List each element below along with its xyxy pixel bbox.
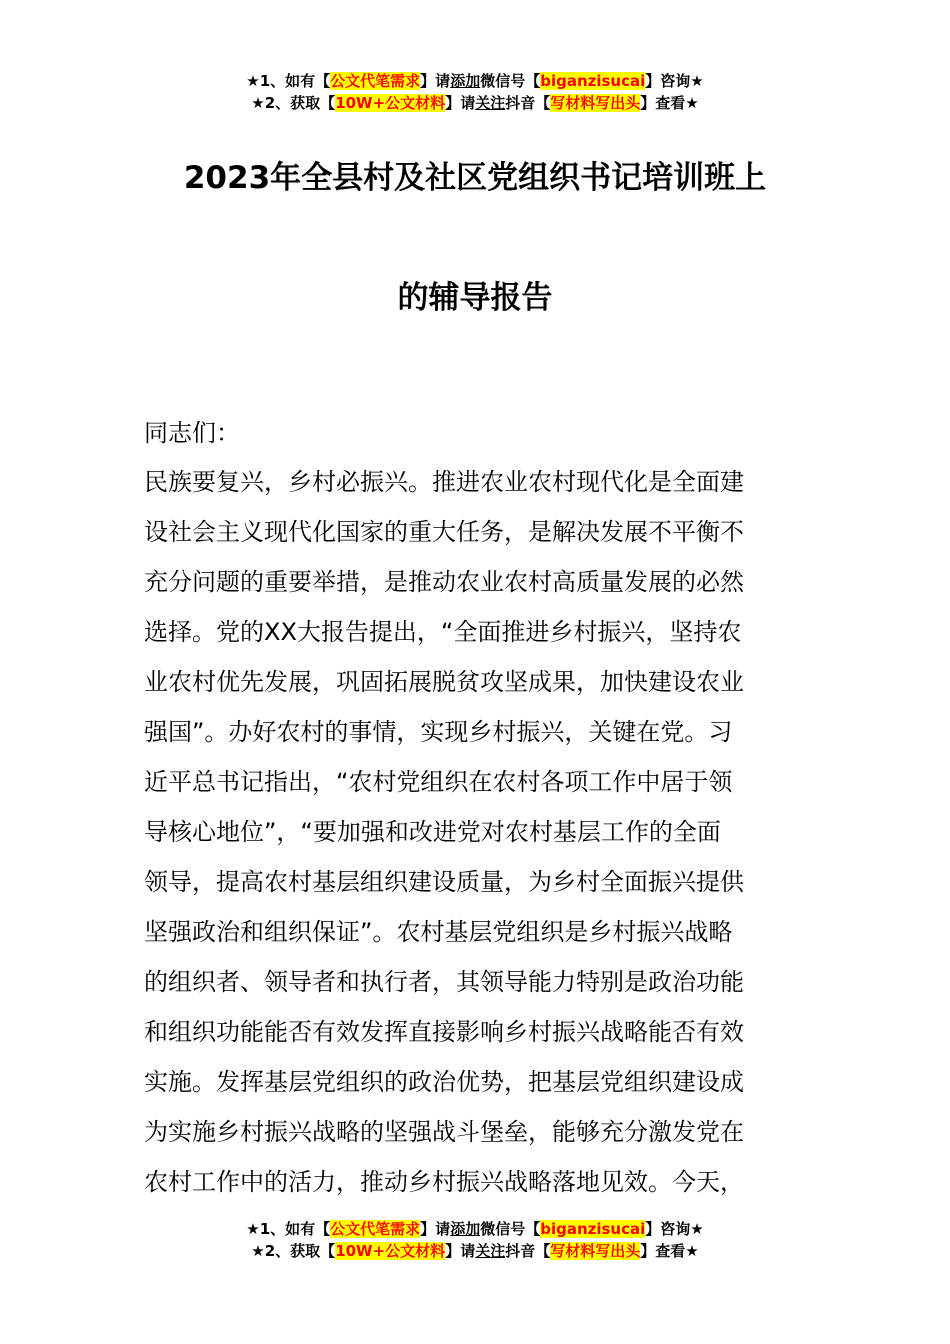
banner-underline: 关注 [475,1242,506,1260]
body-line: 民族要复兴，乡村必振兴。推进农业农村现代化是全面建 [144,468,744,496]
banner-text: 】查看★ [640,1242,699,1260]
banner-underline: 添加 [450,72,481,90]
banner-underline: 添加 [450,1220,481,1238]
banner-text: 微信号【 [480,72,541,90]
body-line: 为实施乡村振兴战略的坚强战斗堡垒，能够充分激发党在 [144,1118,744,1146]
banner-text: 】请 [445,1242,476,1260]
body-line: 坚强政治和组织保证”。农村基层党组织是乡村振兴战略 [144,918,733,946]
banner-highlight: 写材料写出头 [550,94,641,112]
banner-highlight: 10W+公文材料 [335,94,446,112]
banner-text: 】咨询★ [645,1220,704,1238]
banner-highlight: 写材料写出头 [550,1242,641,1260]
banner-highlight: 公文代笔需求 [330,72,421,90]
banner-text: 抖音【 [505,94,551,112]
salutation: 同志们： [144,419,240,447]
banner-text: ★1、如有【 [246,1220,331,1238]
document-body [144,465,814,1215]
banner-text: 】查看★ [640,94,699,112]
footer-banner [0,1218,950,1262]
banner-line-2 [0,92,950,114]
banner-text: ★2、获取【 [251,1242,336,1260]
banner-text: 】咨询★ [645,72,704,90]
banner-highlight: 公文代笔需求 [330,1220,421,1238]
body-line: 的组织者、领导者和执行者，其领导能力特别是政治功能 [144,968,744,996]
banner-underline: 关注 [475,94,506,112]
body-line: 充分问题的重要举措，是推动农业农村高质量发展的必然 [144,568,744,596]
body-line: 和组织功能能否有效发挥直接影响乡村振兴战略能否有效 [144,1018,744,1046]
banner-text: 微信号【 [480,1220,541,1238]
header-banner [0,70,950,114]
banner-text: 】请 [420,72,451,90]
body-line: 领导，提高农村基层组织建设质量，为乡村全面振兴提供 [144,868,744,896]
body-line: 近平总书记指出，“农村党组织在农村各项工作中居于领 [144,768,733,796]
body-line: 业农村优先发展，巩固拓展脱贫攻坚成果，加快建设农业 [144,668,744,696]
body-line: 选择。党的XX大报告提出，“全面推进乡村振兴，坚持农 [144,618,742,646]
banner-highlight: biganzisucai [540,1220,646,1238]
body-line: 导核心地位”，“要加强和改进党对农村基层工作的全面 [144,818,721,846]
body-line: 设社会主义现代化国家的重大任务，是解决发展不平衡不 [144,518,744,546]
banner-text: 抖音【 [505,1242,551,1260]
body-line: 实施。发挥基层党组织的政治优势，把基层党组织建设成 [144,1068,744,1096]
banner-line-1 [0,1218,950,1240]
document-title-line-2: 的辅导报告 [397,280,553,316]
banner-text: 】请 [445,94,476,112]
banner-line-2 [0,1240,950,1262]
banner-text: 】请 [420,1220,451,1238]
banner-text: ★1、如有【 [246,72,331,90]
banner-line-1 [0,70,950,92]
document-title-line-1: 2023年全县村及社区党组织书记培训班上 [183,160,767,196]
body-line: 强国”。办好农村的事情，实现乡村振兴，关键在党。习 [144,718,733,746]
body-line: 农村工作中的活力，推动乡村振兴战略落地见效。今天， [144,1168,744,1196]
banner-text: ★2、获取【 [251,94,336,112]
banner-highlight: biganzisucai [540,72,646,90]
banner-highlight: 10W+公文材料 [335,1242,446,1260]
